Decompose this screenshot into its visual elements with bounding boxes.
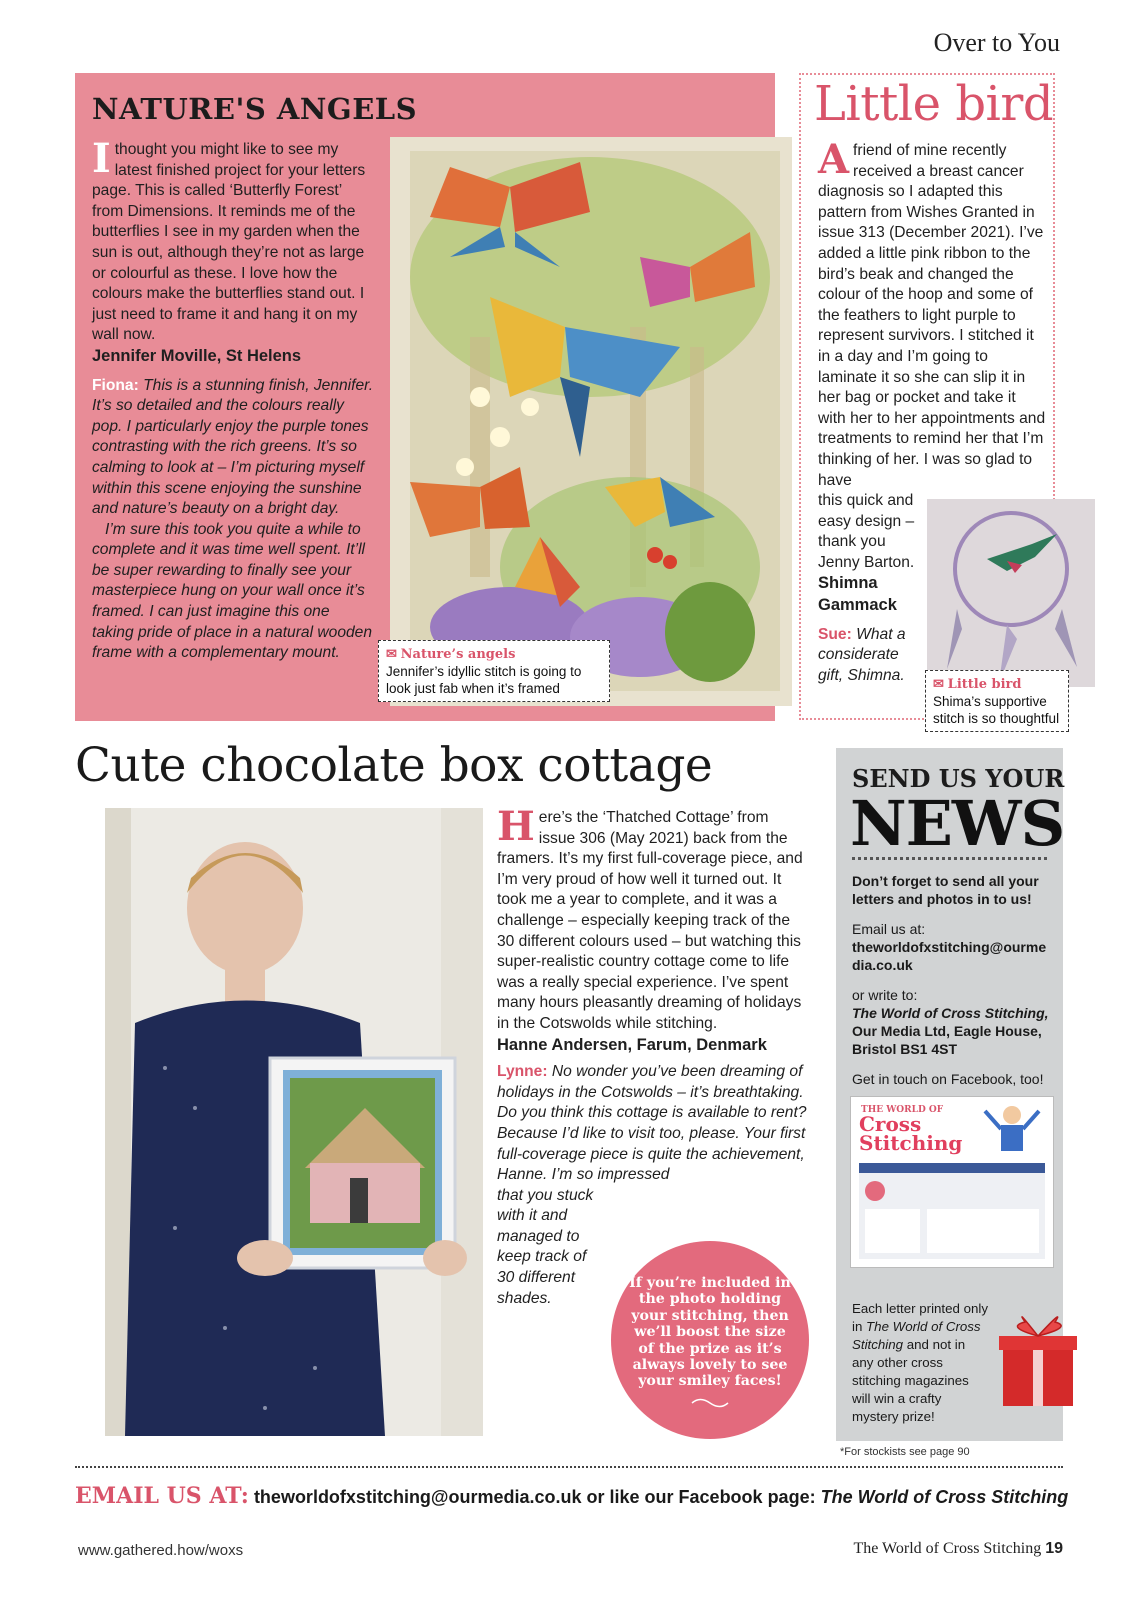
fb-header-bar (859, 1163, 1045, 1173)
caption-title: Little bird (947, 677, 1022, 692)
news-heading-small: SEND US YOUR (852, 764, 1065, 793)
website-url[interactable]: www.gathered.how/woxs (78, 1542, 244, 1559)
prize-text (852, 1300, 988, 1426)
letter-text-2: this quick and easy design – thank you Jenny Barton. (818, 492, 915, 571)
natures-angels-letter (92, 135, 375, 664)
letter-signature: Jennifer Moville, St Helens (92, 346, 302, 365)
letter-signature: Shimna Gammack (818, 574, 897, 615)
letter-signature: Hanne Andersen, Farum, Denmark (497, 1035, 767, 1054)
email-label: Email us at: (852, 921, 926, 937)
contact-details (852, 872, 1052, 1100)
fb-sidebar (865, 1209, 920, 1253)
butterfly-forest-photo (390, 137, 792, 706)
reader-photo-with-cottage (105, 808, 483, 1436)
reply-text-narrow: that you stuck with it and managed to keep track of 30 different shades. (497, 1186, 594, 1307)
fb-avatar (865, 1181, 885, 1201)
reply-author: Sue: (818, 625, 852, 643)
caption-text: Shima’s supportive stitch is so thoughtful (933, 694, 1060, 726)
hummingbird-dreamcatcher-photo (927, 499, 1095, 687)
email-address[interactable]: theworldofxstitching@ourmedia.co.uk (852, 939, 1047, 973)
footer-fb-name[interactable]: The World of Cross Stitching (820, 1487, 1069, 1507)
caption-text: Jennifer’s idyllic stitch is going to look just fab when it’s framed (386, 664, 582, 696)
footer-fb-text: or like our Facebook page: (581, 1487, 821, 1507)
envelope-icon: ✉ (386, 647, 397, 662)
footer-divider (75, 1466, 1063, 1468)
letter-text: ere’s the ‘Thatched Cottage’ from issue 306 (May 2021) back from the framers. It’s my first full-coverage piece, and I’m very proud of how well it turned out. It took me a year to complete, and it was a challenge – especially keeping track of the 30 different colours used – but watching this super-realistic country cottage come to life was a really special experience. I’ve spent many hours pleasantly dreaming of holidays in the Cotswolds while stitching. (497, 809, 803, 1032)
little-bird-title: Little bird (814, 76, 1054, 132)
caption-title: Nature’s angels (400, 647, 516, 662)
natures-angels-caption (378, 640, 610, 702)
news-heading-big: NEWS (850, 787, 1065, 860)
prize-text-b: and not in any other cross stitching magazines will win a crafty mystery prize! (852, 1337, 969, 1424)
dropcap: I (92, 135, 111, 182)
dropcap: A (818, 136, 850, 183)
folio (853, 1540, 1063, 1558)
magazine-name: The World of Cross Stitching (853, 1540, 1042, 1557)
letter-text: thought you might like to see my latest finished project for your letters page. This is called ‘Butterfly Forest’ from Dimensions. It reminds me of the butterflies I see in my garden when the sun is out, although they’re not as large or colourful as these. I love how the colours make the butterflies stand out. I just need to frame it and hang it on my wall now. (92, 141, 366, 344)
little-bird-caption (925, 670, 1069, 732)
address-rest: Our Media Ltd, Eagle House, Bristol BS1 4ST (852, 1023, 1042, 1057)
facebook-prompt: Get in touch on Facebook, too! (852, 1071, 1044, 1087)
footer-email[interactable]: theworldofxstitching@ourmedia.co.uk (253, 1487, 582, 1507)
cottage-letter (497, 803, 809, 1309)
letter-text-narrow-wrap (818, 491, 918, 686)
letter-text: friend of mine recently received a breast cancer diagnosis so I adapted this pattern from Wishes Granted in issue 313 (December 2021). I’ve added a little pink ribbon to the bird’s beak and changed the colour of the hoop and some of the feathers to light purple to represent survivors. I stitched it in a day and I’m going to laminate it so she can slip it in her bag or pocket and take it with her to her appointments and treatments to remind her that I’m thinking of her. I was so glad to have (818, 142, 1046, 489)
reply-author: Fiona: (92, 376, 139, 394)
fb-post (927, 1209, 1039, 1253)
fb-logo-main: Cross Stitching (859, 1112, 963, 1155)
badge-text: If you’re included in the photo holding your stitching, then we’ll boost the size of the prize as it’s always lovely to see your smiley faces! (629, 1275, 791, 1390)
reminder-text: Don’t forget to send all your letters and photos in to us! (852, 873, 1039, 907)
dropcap: H (497, 803, 535, 850)
envelope-icon: ✉ (933, 677, 944, 692)
divider (852, 857, 1047, 860)
footer-email-line (75, 1483, 1068, 1509)
section-label: Over to You (933, 28, 1060, 57)
footer-email-label: EMAIL US AT: (75, 1483, 249, 1509)
stockists-note: *For stockists see page 90 (840, 1446, 970, 1458)
reply-author: Lynne: (497, 1063, 548, 1081)
reply-text-1: This is a stunning finish, Jennifer. It’s so detailed and the colours really pop. I particularly enjoy the purple tones contrasting with the rich greens. It’s so calming to look at – I’m picturing myself within this scene enjoying the sunshine and nature’s beauty on a bright day. (92, 376, 374, 518)
reply-text: What a considerate gift, Shimna. (818, 625, 906, 684)
gift-box-icon (995, 1302, 1081, 1412)
flourish-icon (690, 1396, 730, 1410)
address-magazine: The World of Cross Stitching, (852, 1005, 1049, 1021)
fb-logo-top: THE WORLD OF (861, 1105, 944, 1115)
photo-prize-badge (611, 1241, 809, 1439)
reply-text-2: I’m sure this took you quite a while to complete and it was time well spent. It’ll be super rewarding to finally see your masterpiece hung on your wall once it’s framed. I can just imagine this one taking pride of place in a natural wooden frame with a complementary mount. (92, 520, 373, 662)
page-number: 19 (1045, 1540, 1063, 1557)
facebook-page-screenshot (850, 1096, 1054, 1268)
cottage-title: Cute chocolate box cottage (75, 738, 713, 793)
editor-reply (92, 376, 375, 664)
cartoon-character-icon (981, 1101, 1043, 1161)
natures-angels-title: NATURE'S ANGELS (92, 92, 418, 126)
prize-magazine: The World of Cross Stitching (852, 1319, 981, 1352)
address-label: or write to: (852, 987, 918, 1003)
editor-reply (818, 625, 918, 687)
prize-text-a: Each letter printed only in (852, 1301, 989, 1334)
reply-text: No wonder you’ve been dreaming of holidays in the Cotswolds – it’s breathtaking. Do you think this cottage is available to rent? Because I’d like to visit too, please. Your first full-coverage piece is quite the achievement, Hanne. I’m so impressed (497, 1063, 807, 1184)
